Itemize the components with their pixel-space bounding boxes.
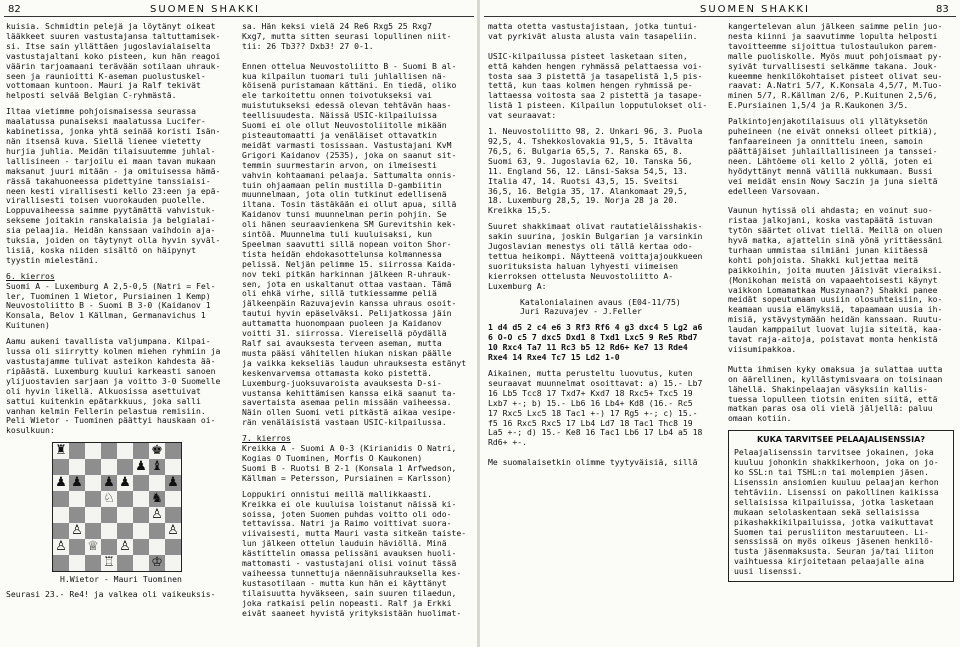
round-6-title: 6. kierros — [6, 270, 55, 281]
chess-piece-square: ♙ — [149, 507, 165, 523]
chess-square — [53, 459, 69, 475]
paragraph: Aamu aukeni tavallista valjumpana. Kilpai- lussa oli siirrytty kolmen miehen ryhmiin ja vastustajamme tulivat asteikon kahdesta ää- ripäästä. Luxemburg kuului karkeasti sanoen ylijuostavien sarjaan ja voitto 3-0 Suomelle oli hyvin likellä. Alkuosissa asettuivat sattui kuitenkin epätarkkuus, joka salli vanhan kelmin Fellerin pelastua remisiin. Peli Wietor - Tuominen päättyi hauskaan oi- kosulkuun: — [6, 336, 221, 436]
chess-square — [101, 539, 117, 555]
chess-square — [69, 443, 85, 459]
chess-piece-square: ♟ — [69, 475, 85, 491]
chess-square — [117, 491, 133, 507]
game-moves: 1 d4 d5 2 c4 e6 3 Rf3 Rf6 4 g3 dxc4 5 Lg2 a6 6 O-O c5 7 dxc5 Dxd1 8 Txd1 Lxc5 9 Re5 Rbd7 10 Rxc4 Ta7 11 Rc3 b5 12 Rd6+ Ke7 13 Rde4 Rxe4 14 Rxe4 Tc7 15 Ld2 1-0 — [488, 322, 703, 363]
chess-board — [52, 442, 182, 572]
chess-square — [133, 475, 149, 491]
chess-square — [53, 555, 69, 571]
paragraph: matta otetta vastustajistaan, jotka tuntui- vat pyrkivät alusta alusta vain tasapeliin. USIC-kilpailussa pisteet lasketaan siten, että kahden hengen ryhmässä pelattaessa voi- tosta saa 3 pistettä ja tasapelistä 1,5 pis- tettä, kun taas kolmen hengen ryhmissä pe- lattaessa voitosta saa 2 pistettä ja tasape- listä 1 pisteen. Kilpailun lopputulokset oli- vat seuraavat: — [488, 21, 708, 121]
chess-square — [85, 443, 101, 459]
header-rule — [484, 16, 956, 17]
chess-square — [69, 555, 85, 571]
chess-piece-square: ♔ — [149, 555, 165, 571]
header-rule — [4, 16, 474, 17]
chess-square — [133, 443, 149, 459]
chess-piece-square: ♟ — [101, 475, 117, 491]
page-number-right: 83 — [936, 4, 949, 15]
chess-square — [117, 507, 133, 523]
column-4 — [728, 22, 954, 582]
chess-piece-square: ♟ — [133, 459, 149, 475]
chess-piece-square: ♙ — [69, 523, 85, 539]
chess-square — [117, 523, 133, 539]
chess-square — [165, 491, 181, 507]
chess-square — [149, 475, 165, 491]
chess-piece-square: ♟ — [165, 475, 181, 491]
left-page — [0, 0, 478, 647]
column-2 — [242, 22, 474, 624]
game-heading: Katalonialainen avaus (E04-11/75) Juri Razuvajev - J.Feller — [520, 296, 681, 317]
right-page — [480, 0, 960, 647]
chess-piece-square: ♕ — [85, 539, 101, 555]
box-title: KUKA TARVITSEE PELAAJALISENSSIA? — [757, 435, 925, 445]
chess-square — [85, 459, 101, 475]
chess-square — [101, 507, 117, 523]
chess-piece-square: ♝ — [149, 459, 165, 475]
chess-square — [69, 459, 85, 475]
paragraph: Suuret shakkimaat olivat rautatieläisshakis- sakin suurina, joskin Bulgarian ja varsinkin Jugoslavian menestys oli tällä kertaa odo- tettua heikompi. Näytteenä voittajajoukkueen suorituksista haluan lyhyesti viimeisen kierroksen ottelusta Neuvostoliitto A- Luxemburg A: — [488, 221, 703, 291]
chess-square — [85, 491, 101, 507]
diagram-caption: H.Wietor - Mauri Tuominen — [60, 574, 182, 585]
chess-square — [69, 491, 85, 507]
box-text: Pelaajalisenssin tarvitsee jokainen, joka kuuluu johonkin shakkikerhoon, joka on jo- ko SSL:n tai TSHL:n tai molempien jäsen. Lisenssin ansiomien kuuluu pelaajan kerhon tehtäviin. Lisenssi on pakollinen kaikissa sellaisissa kilpailuissa, jotka lasketaan mukaan selolaskentaan sekä sellaisissa pikashakkikilpailuissa, jotka vaikuttavat Suomen tai perusliiton mestaruuteen. Li- senssissä on myös oikeus jäsenen henkilö- tusta jäsenmaksusta. Seuran ja/tai liiton vaihtuessa kirjoitetaan pelaajalle aina uusi lisenssi. — [734, 447, 939, 577]
chess-piece-square: ♘ — [101, 491, 117, 507]
paragraph: Seurasi 23.- Re4! ja valkea oli vaikeuksis- — [6, 589, 216, 600]
chess-square — [101, 459, 117, 475]
chess-square — [149, 523, 165, 539]
chess-square — [117, 443, 133, 459]
chess-piece-square: ♟ — [53, 475, 69, 491]
page-header-right: SUOMEN SHAKKI — [700, 4, 810, 15]
page-header-left: SUOMEN SHAKKI — [150, 4, 260, 15]
chess-square — [101, 523, 117, 539]
round-6-result: Suomi A - Luxemburg A 2,5-0,5 (Natri = Fel- ler, Tuominen 1 Wietor, Pursiainen 1 Kemp) Neuvostoliitto B - Suomi B 3-0 (Kaidanov 1 Konsala, Belov 1 Källman, Germanavichus 1 Kuitunen) — [6, 280, 216, 331]
chess-square — [53, 491, 69, 507]
chess-square — [85, 475, 101, 491]
chess-piece-square: ♞ — [149, 491, 165, 507]
paragraph: Iltaa vietimme pohjoismaisessa seurassa maalatussa punaiseksi maalatussa Lucifer- kabinetissa, jonka yhtä seinää koristi Isän- nän itsensä kuva. Siellä lienee vietetty hurjia juhlia. Meidän tilaisuutemme juhlal- lallisineen - tarjoilu ei maan tavan mukaan maksanut juuri mitään - ja omituisessa hämä- rässä takahuoneessa pidettyine tanssiaisi- neen kesti virallisesti kello 23:een ja epä- virallisesti toisen vuorokauden puolelle. Loppuvaiheessa saimme pyytämättä vahvistuk- sekseme joitakin ranskalaisia ja belgialai- sia pelaajia. Heidän kanssaan vaihdoin aja- tuksia, joiden on täytynyt olla hyvin syväl- lisiä, koska niiden sisältö on häipynyt tyystin mielestäni. — [6, 106, 221, 265]
chess-square — [165, 459, 181, 475]
chess-square — [133, 555, 149, 571]
chess-square — [85, 507, 101, 523]
paragraph: sa. Hän keksi vielä 24 Re6 Rxg5 25 Rxg7 Kxg7, mutta sitten seurasi lopullinen niit- tii: 26 Tb3?? Dxb3! 27 0-1. Ennen ottelua Neuvostoliitto B - Suomi B al- kua kilpailun tuomari tuli juhlallisen nä- köisenä puristamaan kättäni. En tiedä, oliko ele tarkoitettu onnen toivotukseksi vai muistutukseksi edessä olevan tehtävän haas- teellisuudesta. Näissä USIC-kilpailuissa Suomi ei ole ollut Neuvostoliitolle mikään pisteautomaatti ja venäläiset ottavatkin meidät varmasti tosissaan. Vastustajani KvM Grigori Kaidanov (2535), joka on saanut sit- temmin suurmestarin arvon, on ilmeisesti vahvin kohtaamani pelaaja. Sattumalta onnis- tuin ohjaamaan pelin mustilla D-gambiitin muunnelmaan, jota olin tutkinut edellisenä iltana. Tosin tästäkään ei ollut apua, sillä Kaidanov tunsi muunnelman perin pohjin. Se oli hänen seuraavienkena SM Gurevitshin kek- sintöä. Muunnelma tuli kuuluisaksi, kun Speelman saavutti sillä nopean voiton Shor- tista heidän ehdokasottelunsa kolmannessa pelissä. Neljän pelimme 15. siirrossa Kaida- nov teki pitkän harkinnan jälkeen R-uhrauk- sen, jota en uskaltanut ottaa vastaan. Tämä oli ehkä virhe, sillä tutkiessamme peliä jälkeenpäin Razuvajevin kanssa uhraus osoit- tautui hyvin epäselväksi. Pelijatkossa jäin auttamatta huonompaan puoleen ja Kaidanov voitti 31. siirrossa. Viereisellä pöydällä Ralf sai avauksesta terveen aseman, mutta musta pääsi vähitellen hiukan niskan päälle ja vaikka kekseliäs laudun uhrauksesta estänyt keskenvarvemsa ottamasta koko pistettä. Luxemburg-juoksuvaroista avauksesta D-si- vustansa kehittämisen kanssa eikä saanut ta- savertaista asemaa pelin missään vaiheessa. Näin ollen Suomi veti pitkästä aikaa vesipe- rän venäläisistä vastaan USIC-kilpailussa. — [242, 21, 467, 428]
chess-square — [165, 507, 181, 523]
results-list: 1. Neuvostoliitto 98, 2. Unkari 96, 3. Puola 92,5, 4. Tshekkoslovakia 91,5, 5. Itävalta 76,5, 6. Bulgaria 65,5, 7. Ranska 65, 8. Suomi 63, 9. Jugoslavia 62, 10. Tanska 56, 11. England 56, 12. Länsi-Saksa 54,5, 13. Italia 47, 14. Ruotsi 43,5, 15. Sveitsi 36,5, 16. Belgia 35, 17. Alankomaat 29,5, 18. Luxemburg 28,5, 19. Norja 28 ja 20. Kreikka 15,5. — [488, 126, 703, 216]
chess-piece-square: ♙ — [53, 539, 69, 555]
chess-piece-square: ♖ — [101, 555, 117, 571]
chess-square — [149, 539, 165, 555]
paragraph: kangertelevan alun jälkeen saimme pelin juo- nesta kiinni ja saavutimme lopulta helposti tavoitteemme sijoittua tulostaulukon parem- malle puoliskolle. Myös muut pohjoismaat py- syivät turvallisesti selkämme takana. Jouk- kueemme henkilökohtaiset pisteet olivat seu- raavat: A.Natri 5/7, K.Konsala 4,5/7, M.Tuo- minen 5/7, R.Källman 2/6, P.Kuitunen 2,5/6, E.Pursiainen 1,5/4 ja R.Kaukonen 3/5. — [728, 21, 943, 111]
chess-square — [69, 539, 85, 555]
chess-square — [85, 555, 101, 571]
paragraph: kuisia. Schmidtin pelejä ja löytänyt oikeat lääkkeet suuren vastustajansa taltuttamisek- si. Itse sain yllättäen jugoslavialaiselta vastustajaltani koko pisteen, kun hän reagoi väärin tarjoamaani terävään sotilaan uhrauk- seen ja raunioitti K-aseman puolustuskel- vottomaan kuntoon. Mauri ja Ralf tekivät helposti selvää Belgian C-ryhmästä. — [6, 21, 221, 101]
license-info-box — [728, 430, 954, 582]
chess-square — [133, 539, 149, 555]
chess-diagram — [52, 442, 228, 584]
round-7-title: 7. kierros — [242, 433, 291, 444]
chess-square — [165, 555, 181, 571]
paragraph: Palkintojenjakotilaisuus oli yllätyksetön puheineen (ne eivät onneksi olleet pitkiä), fanfaareineen ja onnittelu ineen, samoin päättäjäiset juhlaillallisineen ja tanssei- neen. Lähtöeme oli kello 2 yöllä, joten ei hyödyttänyt mennä välillä nukkumaan. Bussi vei meidät ensin Nowy Saczin ja juna sieltä edelleen Varsovaan. Vaunun hytissä oli ahdasta; en voinut suo- ristaa jalkojani, koska vastapäätä istuvan tytön säärtet olivat tiellä. Meillä on oluen hyvä matka, ajattelin sinä yönä yrittäessäni turhaan ummistaa silmiäni junan kiitäessä kohti pohjoista. Shakki kuljettaa meitä paikkoihin, joita muuten jäisivät vieraiksi. (Monikohan meistä on vapaaehtoisesti käynyt vaikkon Lomamatkaa Muszynaan?) Shakki panee meidät sopeutumaan uusiin olosuhteisiin, ko- keamaan uusia elämyksiä, tapaamaan uusia ih- misiä, ystävystymään heidän kanssaan. Ruutu- laudan kamppailut luovat lujia siteitä, kaa- tavat raja-aitoja, poistavat monta henkistä viisumipakkoa. Mutta ihmisen kyky omaksua ja sulattaa uutta on äärellinen, kyllästymisvaara on toisinaan lähellä. Shakinpelaajan väsyksiin kallis- tuessa lopulleen tiotsin eniten siitä, että matkan paras osa oli vielä jäljellä: paluu omaan kotiin. — [728, 116, 943, 424]
chess-square — [165, 539, 181, 555]
paragraph: Loppukiri onnistui meillä mallikkaasti. Kreikka ei ole kuuluisa loistanut näissä ki- soissa, joten Suomen puhdas voitto oli odo- tettavissa. Natri ja Raimo voittivat suora- viivaisesti, mutta Mauri vasta sitkeän taiste- lun jälkeen ottelun lauduin häviöllä. Minä kästittelin omassa pelissäni avauksen huoli- mattomasti - vastustajani olisi voinut tässä vaiheessa tunnettuja näennäisuhrauksella kes- kustasotilaan - mutta kun hän ei käyttänyt tilaisuutta hyväkseen, sain suuren tilaedun, joka ratkaisi pelin nopeasti. Ralf ja Erkki eivät saaneet hyvistä yrityksistään huolimat- — [242, 488, 467, 618]
chess-square — [69, 507, 85, 523]
chess-square — [133, 523, 149, 539]
chess-piece-square: ♚ — [149, 443, 165, 459]
chess-square — [53, 523, 69, 539]
chess-square — [85, 523, 101, 539]
chess-piece-square: ♜ — [53, 443, 69, 459]
chess-square — [165, 443, 181, 459]
chess-square — [117, 555, 133, 571]
chess-square — [133, 507, 149, 523]
chess-square — [133, 491, 149, 507]
chess-piece-square: ♙ — [117, 539, 133, 555]
round-7-result: Kreikka A - Suomi A 0-3 (Kirianidis O Natri, Kogias O Tuominen, Morfis O Kaukonen) Suomi B - Ruotsi B 2-1 (Konsala 1 Arfwedson, Källman = Petersson, Pursiainen = Karlsson) — [242, 443, 457, 483]
column-1 — [6, 22, 228, 606]
page-number-left: 82 — [8, 4, 21, 15]
chess-square — [117, 459, 133, 475]
column-3 — [488, 22, 716, 474]
chess-piece-square: ♟ — [117, 475, 133, 491]
chess-square — [101, 443, 117, 459]
paragraph: Aikainen, mutta perusteltu luovutus, kuten seuraavat muunnelmat osoittavat: a) 15.- Lb7 16 Lb5 Tcc8 17 Txd7+ Kxd7 18 Rxc5+ Txc5 19 Lxb7 +-; b) 15.- Lb6 16 Lb4+ Kd8 (16.- Rc5 17 Rxc5 Lxc5 18 Tac1 +-) 17 Rg5 +-; c) 15.- f5 16 Rxc5 Rxc5 17 Lb4 Ld7 18 Tac1 Thc8 19 La5 +-; d) 15.- Ke8 16 Tac1 Lb6 17 Lb4 a5 18 Rd6+ +-. Me suomalaisetkin olimme tyytyväisiä, sillä — [488, 368, 703, 468]
chess-piece-square: ♙ — [165, 523, 181, 539]
chess-square — [53, 507, 69, 523]
